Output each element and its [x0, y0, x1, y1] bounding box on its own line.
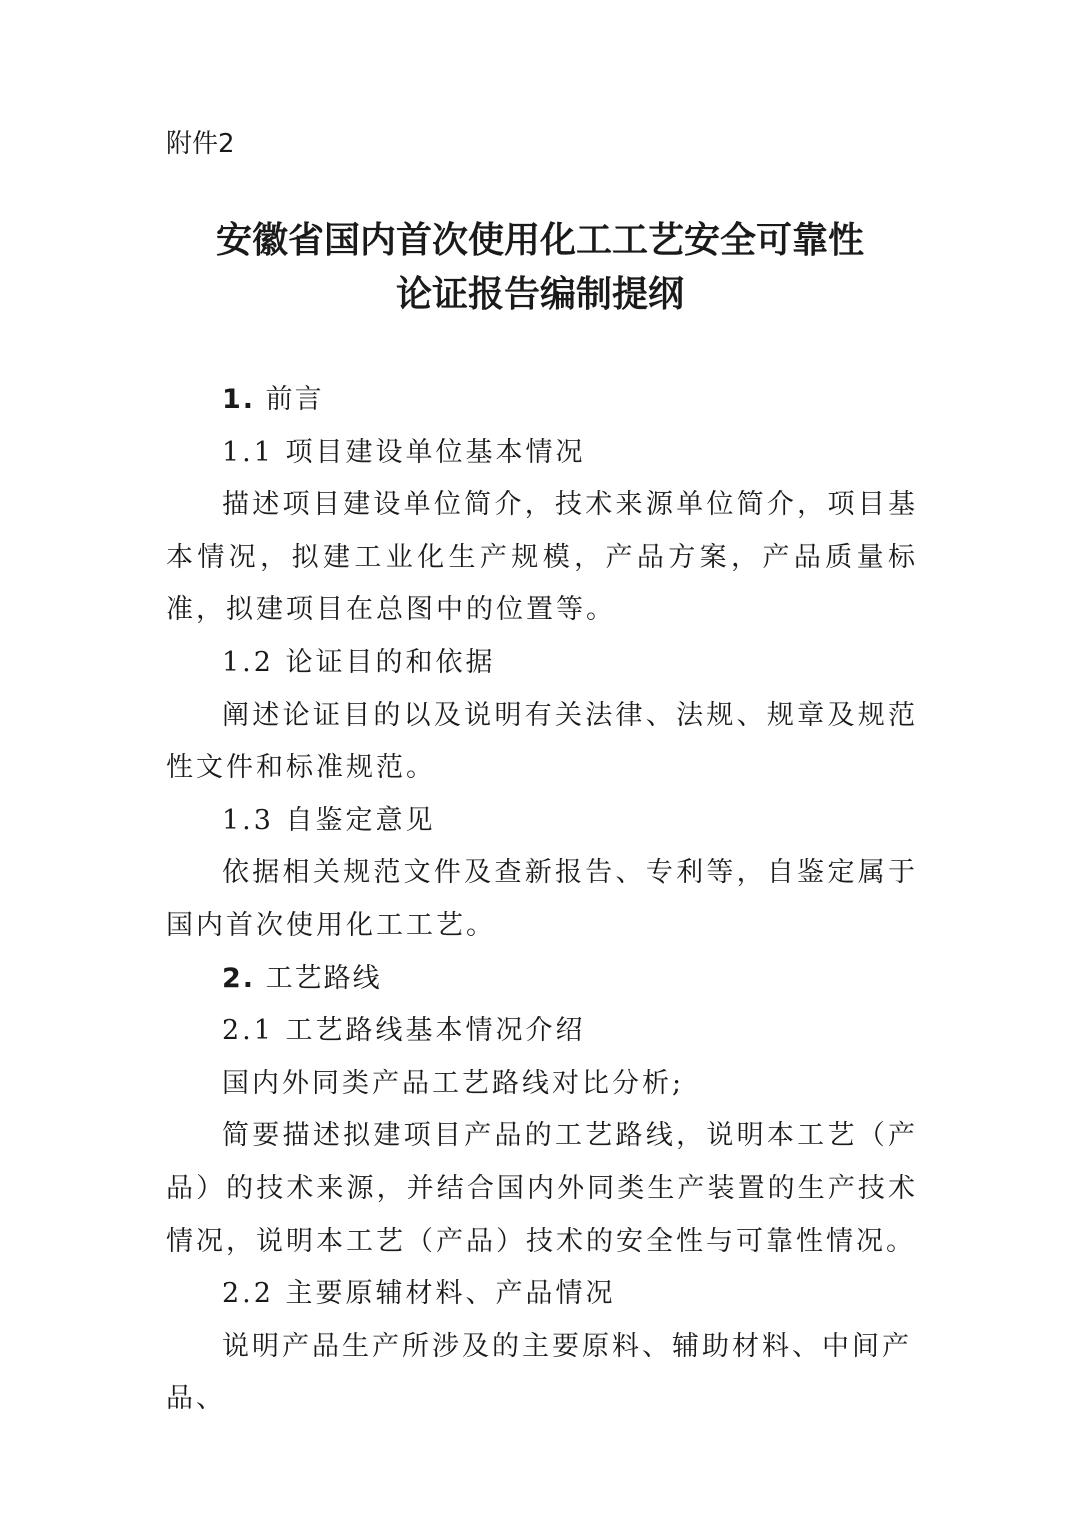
document-body [166, 374, 918, 1426]
paragraph-1-3: 依据相关规范文件及查新报告、专利等，自鉴定属于国内首次使用化工工艺。 [166, 857, 918, 941]
paragraph-2-1-a: 国内外同类产品工艺路线对比分析; [222, 1067, 685, 1099]
section-title: 工艺路线 [265, 962, 382, 994]
subsection-heading-1-3: 1.3 自鉴定意见 [222, 804, 436, 836]
subsection-heading-1-2: 1.2 论证目的和依据 [222, 646, 496, 678]
section-heading-2 [166, 953, 918, 1006]
section-number: 1. [222, 384, 256, 415]
section-heading-1 [166, 374, 918, 427]
paragraph-2-1-b: 简要描述拟建项目产品的工艺路线，说明本工艺（产品）的技术来源，并结合国内外同类生产装置的生产技术情况，说明本工艺（产品）技术的安全性与可靠性情况。 [166, 1120, 918, 1257]
section-number: 2. [222, 962, 256, 994]
attachment-label: 附件2 [166, 129, 235, 159]
paragraph-1-2: 阐述论证目的以及说明有关法律、法规、规章及规范性文件和标准规范。 [166, 699, 918, 784]
document-title-line-2: 论证报告编制提纲 [395, 273, 684, 315]
paragraph-1-1: 描述项目建设单位简介，技术来源单位简介，项目基本情况，拟建工业化生产规模，产品方案，产品质量标准，拟建项目在总图中的位置等。 [166, 489, 918, 626]
subsection-heading-2-2: 2.2 主要原辅材料、产品情况 [222, 1278, 616, 1310]
subsection-heading-2-1: 2.1 工艺路线基本情况介绍 [222, 1015, 586, 1047]
subsection-heading-1-1: 1.1 项目建设单位基本情况 [222, 436, 586, 468]
section-title: 前言 [265, 384, 324, 415]
paragraph-2-2: 说明产品生产所涉及的主要原料、辅助材料、中间产品、 [166, 1330, 912, 1415]
document-title-line-1: 安徽省国内首次使用化工工艺安全可靠性 [215, 219, 864, 261]
